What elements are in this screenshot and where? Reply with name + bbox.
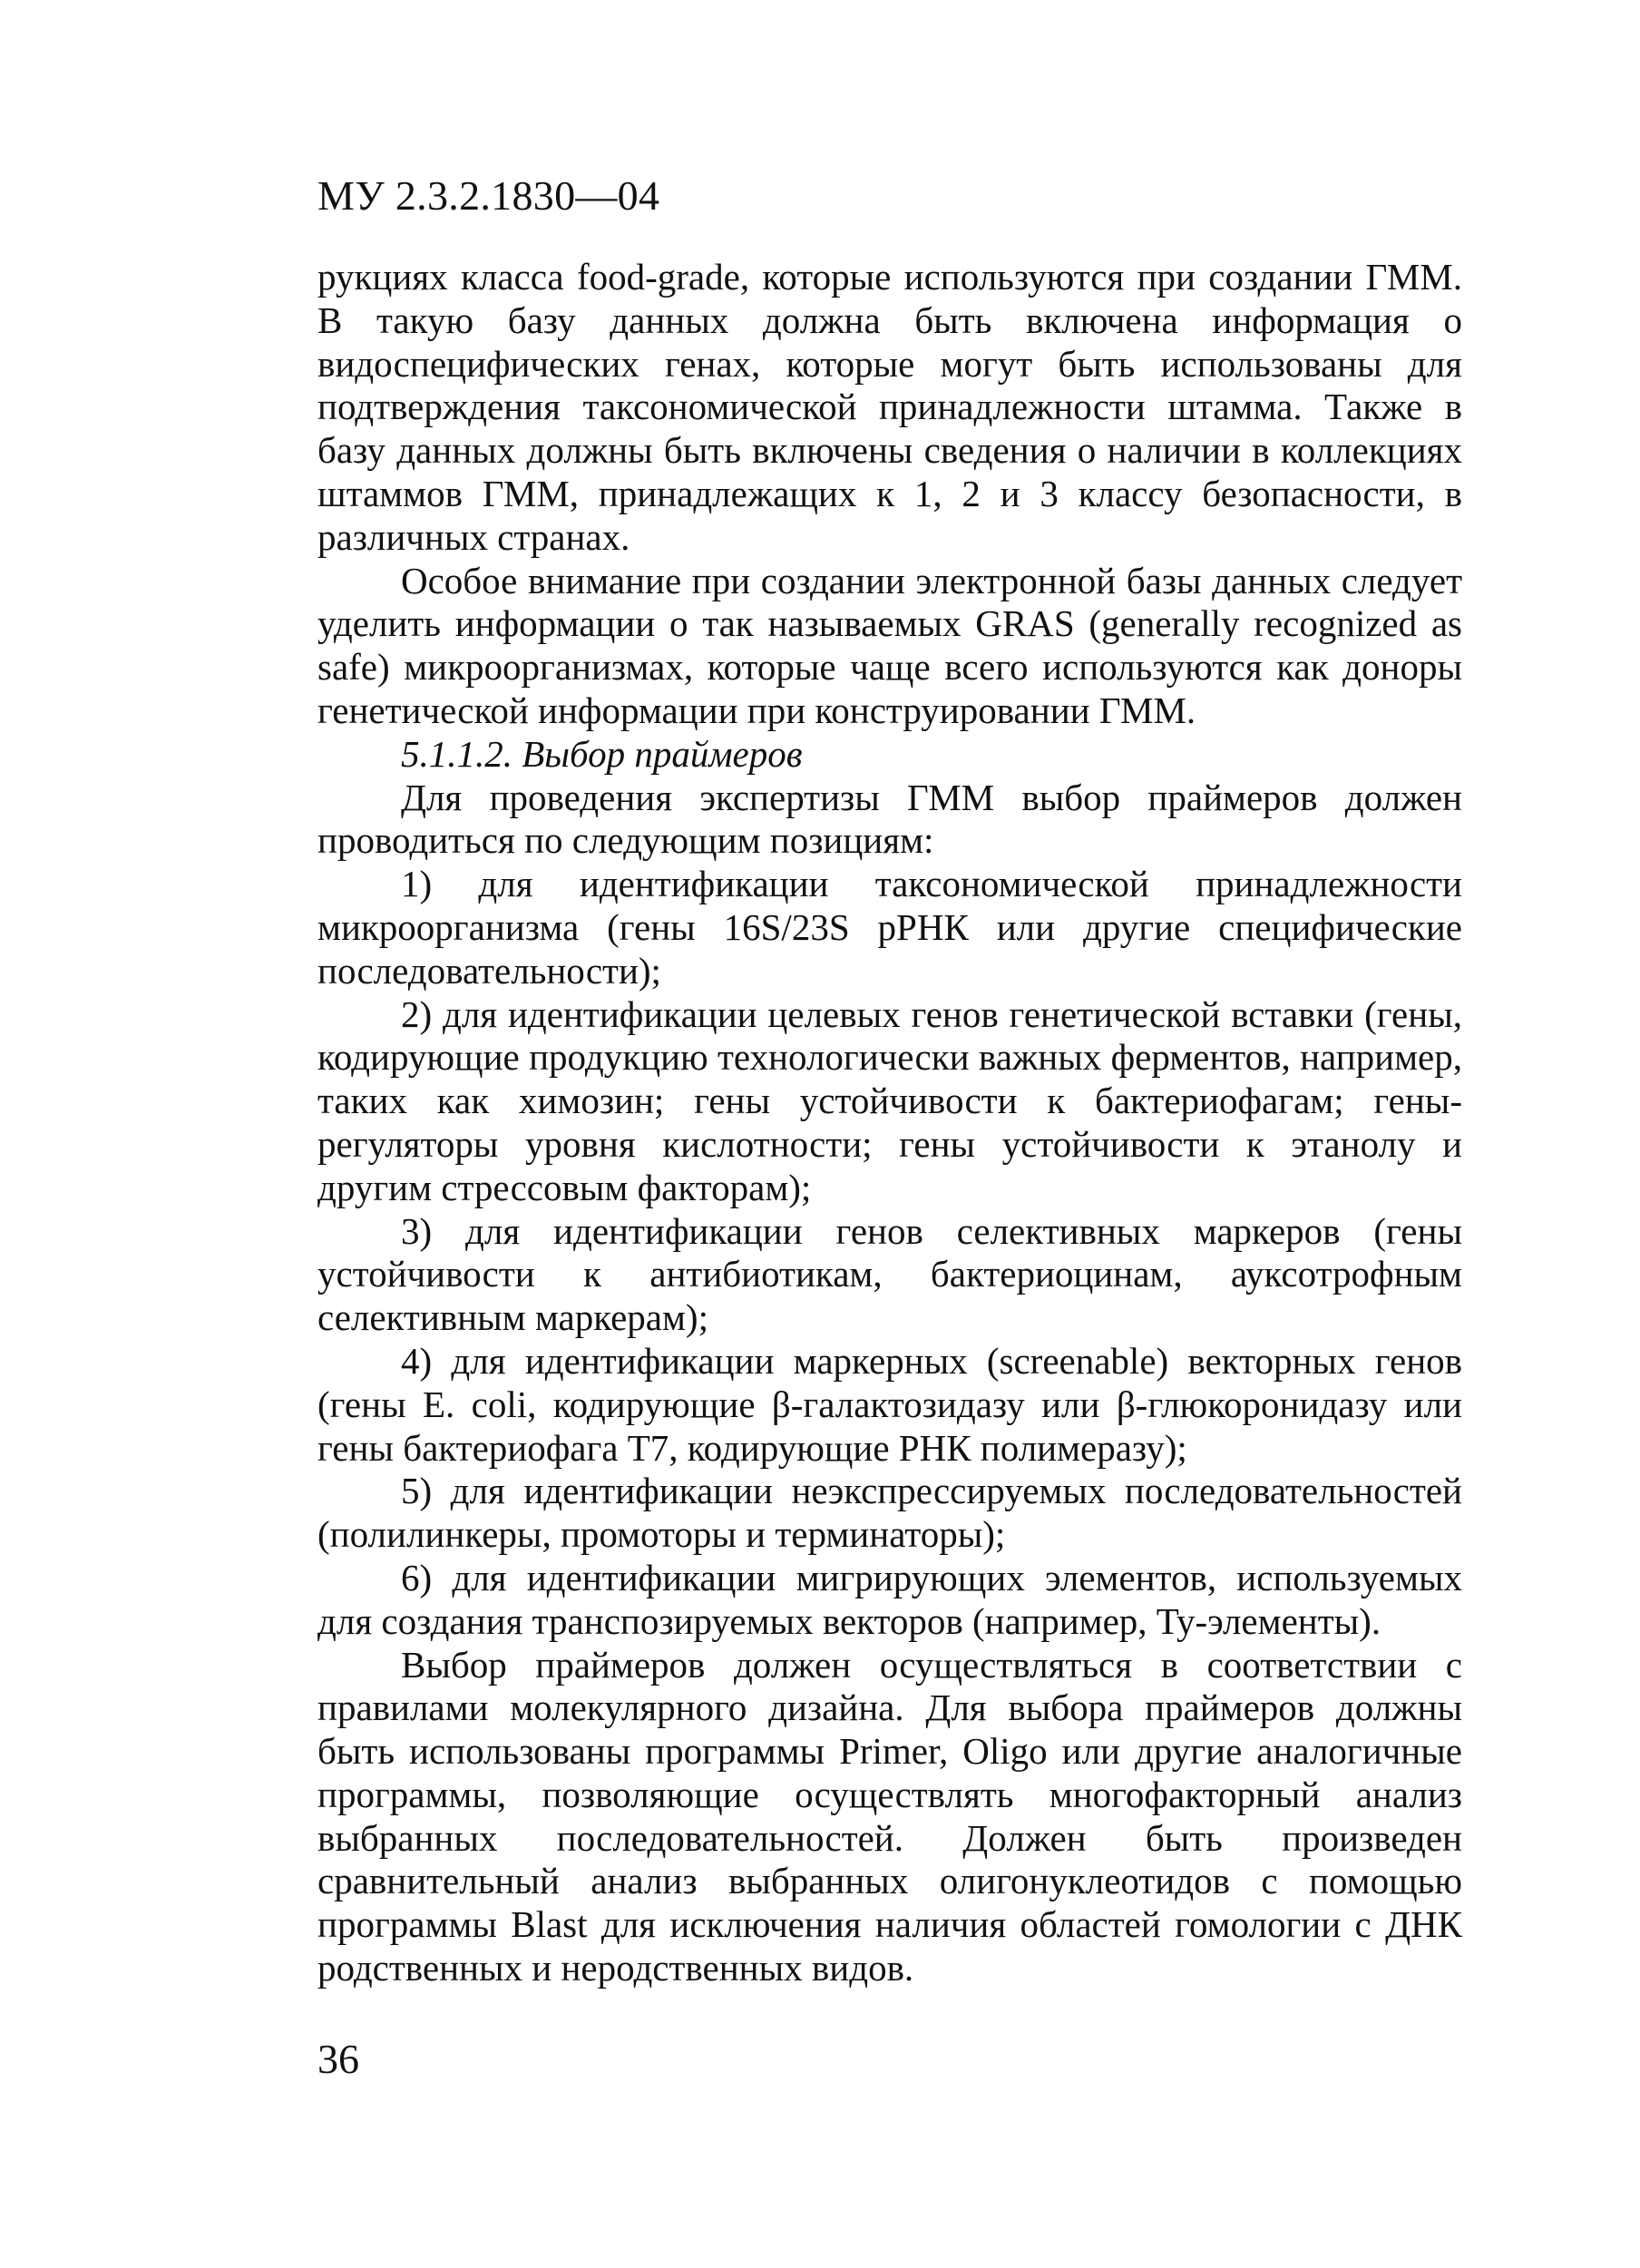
- page-number: 36: [317, 2036, 359, 2082]
- list-item-3: 3) для идентификации генов селективных маркеров (гены устойчивости к антибиотикам, бактериоцинам, ауксотрофным селективным маркерам);: [317, 1209, 1462, 1339]
- list-item-5: 5) для идентификации неэкспрессируемых последовательностей (полилинкеры, промоторы и терминаторы);: [317, 1470, 1462, 1556]
- list-item-2: 2) для идентификации целевых генов генетической вставки (гены, кодирующие продукцию технологически важных ферментов, например, таких как химозин; гены устойчивости к бактериофагам; гены-регуляторы уровня кислотности; гены устойчивости к этанолу и другим стрессовым факторам);: [317, 992, 1462, 1208]
- document-code-header: МУ 2.3.2.1830—04: [317, 172, 660, 219]
- paragraph-gras-microorganisms: Особое внимание при создании электронной базы данных следует уделить информации о так называемых GRAS (generally recognized as safe) микроорганизмах, которые чаще всего используются как доноры генетической информации при конструировании ГММ.: [317, 559, 1462, 731]
- paragraph-food-grade-database: рукциях класса food-grade, которые используются при создании ГММ. В такую базу данных должна быть включена информация о видоспецифических генах, которые могут быть использованы для подтверждения таксономической принадлежности штамма. Также в базу данных должны быть включены сведения о наличии в коллекциях штаммов ГММ, принадлежащих к 1, 2 и 3 классу безопасности, в различных странах.: [317, 256, 1462, 558]
- list-item-6: 6) для идентификации мигрирующих элементов, используемых для создания транспозируемых векторов (например, Ty-элементы).: [317, 1556, 1462, 1642]
- list-item-4: 4) для идентификации маркерных (screenable) векторных генов (гены E. coli, кодирующие β-галактозидазу или β-глюкоронидазу или гены бактериофага T7, кодирующие РНК полимеразу);: [317, 1339, 1462, 1469]
- paragraph-primer-design-programs: Выбор праймеров должен осуществляться в соответствии с правилами молекулярного дизайна. Для выбора праймеров должны быть использованы программы Primer, Oligo или другие аналогичные программы, позволяющие осуществлять многофакторный анализ выбранных последовательностей. Должен быть произведен сравнительный анализ выбранных олигонуклеотидов с помощью программы Blast для исключения наличия областей гомологии с ДНК родственных и неродственных видов.: [317, 1643, 1462, 1989]
- document-body: [317, 256, 1462, 1990]
- list-item-1: 1) для идентификации таксономической принадлежности микроорганизма (гены 16S/23S рРНК или другие специфические последовательности);: [317, 863, 1462, 992]
- paragraph-primer-selection-intro: Для проведения экспертизы ГММ выбор праймеров должен проводиться по следующим позициям:: [317, 776, 1462, 862]
- section-heading-primer-selection: 5.1.1.2. Выбор праймеров: [401, 732, 803, 775]
